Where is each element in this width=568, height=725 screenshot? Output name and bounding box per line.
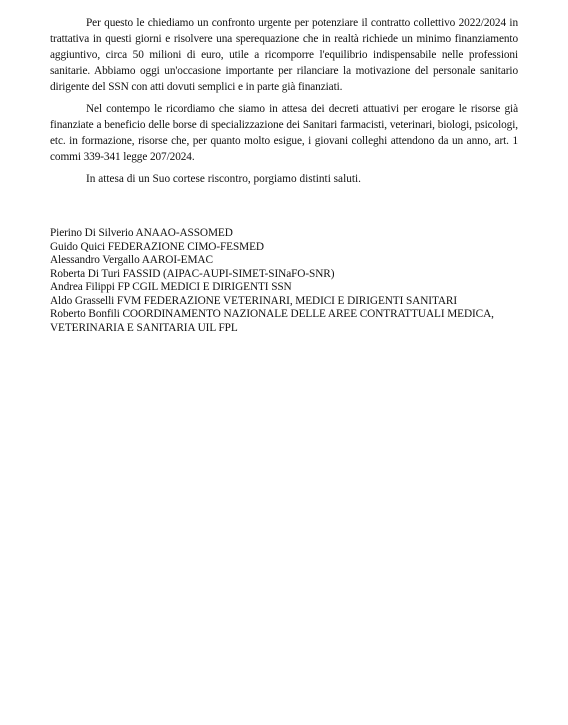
signatory-line: Roberta Di Turi FASSID (AIPAC-AUPI-SIMET-SINaFO-SNR) bbox=[50, 267, 335, 280]
signatory-line: Roberto Bonfili COORDINAMENTO NAZIONALE DELLE AREE CONTRATTUALI MEDICA, VETERINARIA E SANITARIA UIL FPL bbox=[50, 308, 494, 334]
signatory-line: Aldo Grasselli FVM FEDERAZIONE VETERINARI, MEDICI E DIRIGENTI SANITARI bbox=[50, 294, 458, 307]
signatory-line: Guido Quici FEDERAZIONE CIMO-FESMED bbox=[50, 240, 264, 253]
signatory-line: Andrea Filippi FP CGIL MEDICI E DIRIGENTI SSN bbox=[50, 281, 292, 293]
signatory-line: Pierino Di Silverio ANAAO-ASSOMED bbox=[50, 227, 233, 239]
closing-salutation: In attesa di un Suo cortese riscontro, porgiamo distinti saluti. bbox=[86, 173, 361, 185]
signatories-list bbox=[50, 227, 518, 335]
letter-body bbox=[50, 15, 518, 187]
paragraph-contract-request: Per questo le chiediamo un confronto urgente per potenziare il contratto collettivo 2022/2024 in trattativa in questi giorni e risolvere una sperequazione che in realtà richiede un minimo finanziamento aggiuntivo, circa 50 milioni di euro, utile a ricomporre l'equilibrio indispensabile nelle professioni sanitarie. Abbiamo oggi un'occasione importante per rilanciare la motivazione del personale sanitario dirigente del SSN con atti dovuti semplici e in parte già finanziati. bbox=[50, 17, 518, 93]
signatory-line: Alessandro Vergallo AAROI-EMAC bbox=[50, 254, 213, 266]
paragraph-specialization-grants: Nel contempo le ricordiamo che siamo in attesa dei decreti attuativi per erogare le risorse già finanziate a beneficio delle borse di specializzazione dei Sanitari farmacisti, veterinari, biologi, psicologi, etc. in formazione, risorse che, per quanto molto esigue, i giovani colleghi attendono da un anno, art. 1 commi 339-341 legge 207/2024. bbox=[50, 103, 518, 163]
